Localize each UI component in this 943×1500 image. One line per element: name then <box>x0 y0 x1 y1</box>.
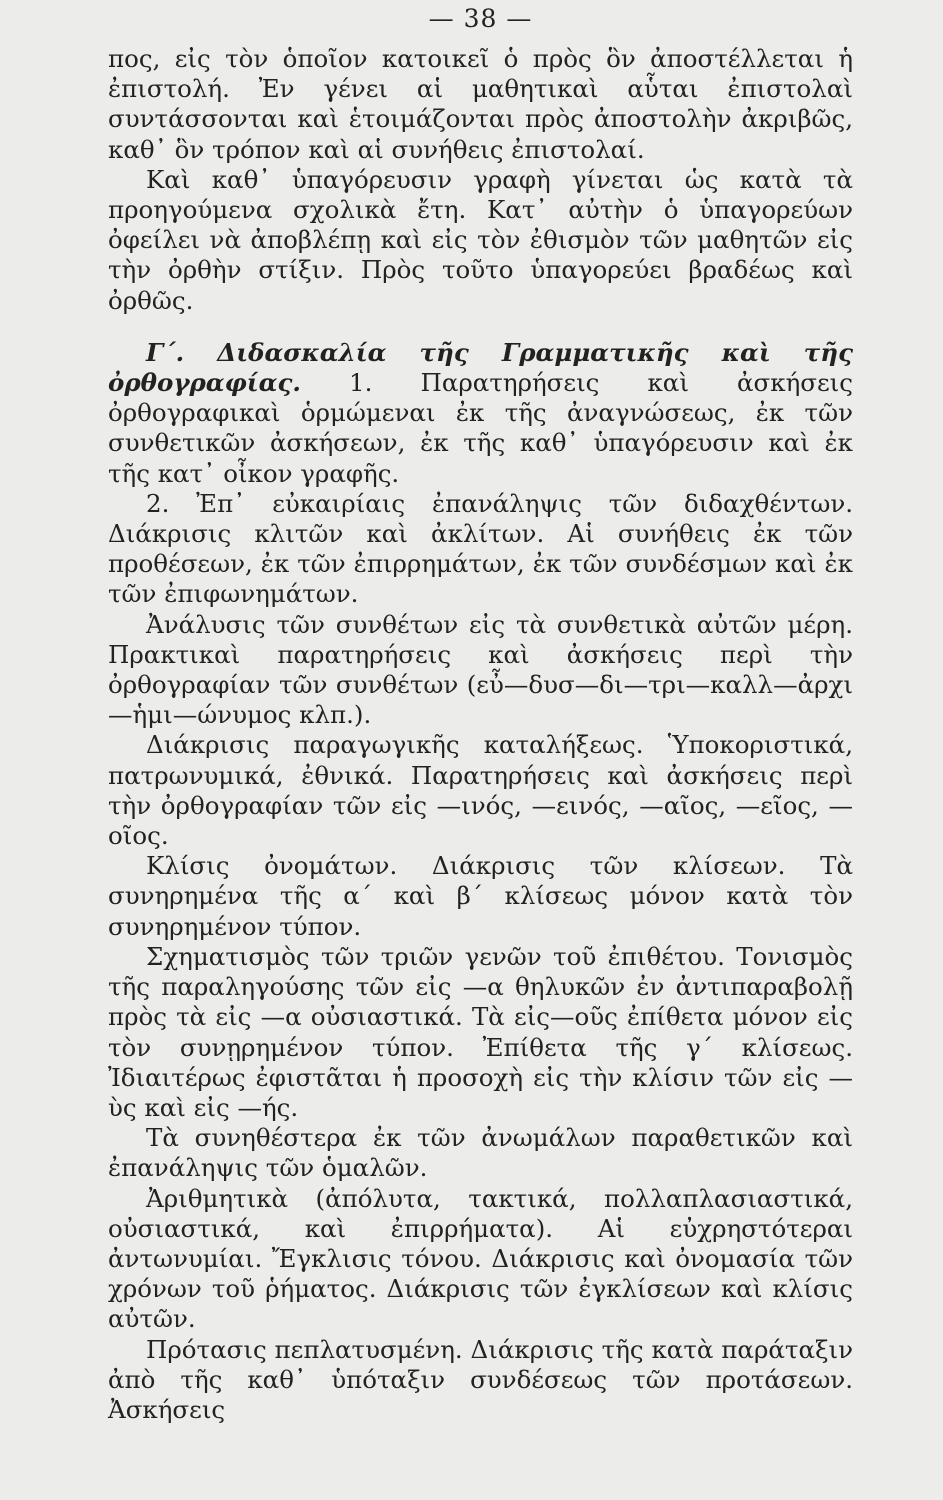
paragraph-4: 2. Ἐπ᾽ εὐκαιρίαις ἐπανάληψις τῶν διδαχθέντων. Διάκρισις κλιτῶν καὶ ἀκλίτων. Αἱ συνήθεις ἐκ τῶν προθέσεων, ἐκ τῶν ἐπιρρημάτων, ἐκ τῶν συνδέσμων καὶ ἐκ τῶν ἐπιφωνημάτων. <box>108 488 853 609</box>
paragraph-3 <box>108 338 853 489</box>
paragraph-3-text: 1. Παρατηρήσεις καὶ ἀσκήσεις ὀρθογραφικαὶ ὁρμώμεναι ἐκ τῆς ἀναγνώσεως, ἐκ τῶν συνθετικῶν ἀσκήσεων, ἐκ τῆς καθ᾽ ὑπαγόρευσιν καὶ ἐκ τῆς κατ᾽ οἶκον γραφῆς. <box>108 368 853 488</box>
paragraph-11: Πρότασις πεπλατυσμένη. Διάκρισις τῆς κατὰ παράταξιν ἀπὸ τῆς καθ᾽ ὑπόταξιν συνδέσεως τῶν προτάσεων. Ἀσκήσεις <box>108 1334 853 1424</box>
paragraph-8: Σχηματισμὸς τῶν τριῶν γενῶν τοῦ ἐπιθέτου. Τονισμὸς τῆς παραληγούσης τῶν εἰς —α θηλυκῶν ἐν ἀντιπαραβολῇ πρὸς τὰ εἰς —α οὐσιαστικά. Τὰ εἰς—οῦς ἐπίθετα μόνον εἰς τὸν συνῃρημένον τύπον. Ἐπίθετα τῆς γ΄ κλίσεως. Ἰδιαιτέρως ἐφιστᾶται ἡ προσοχὴ εἰς τὴν κλίσιν τῶν εἰς —ὺς καὶ εἰς —ής. <box>108 941 853 1122</box>
section-heading: Γ΄. Διδασκαλία τῆς Γραμματικῆς καὶ τῆς ὀρθογραφίας. <box>108 337 853 398</box>
paragraph-2: Καὶ καθ᾽ ὑπαγόρευσιν γραφὴ γίνεται ὡς κατὰ τὰ προηγούμενα σχολικὰ ἔτη. Κατ᾽ αὐτὴν ὁ ὑπαγορεύων ὀφείλει νὰ ἀποβλέπῃ καὶ εἰς τὸν ἐθισμὸν τῶν μαθητῶν εἰς τὴν ὀρθὴν στίξιν. Πρὸς τοῦτο ὑπαγορεύει βραδέως καὶ ὀρθῶς. <box>108 164 853 315</box>
paragraph-7: Κλίσις ὀνομάτων. Διάκρισις τῶν κλίσεων. Τὰ συνηρημένα τῆς α΄ καὶ β΄ κλίσεως μόνον κατὰ τὸν συνηρημένον τύπον. <box>108 851 853 941</box>
paragraph-9: Τὰ συνηθέστερα ἐκ τῶν ἀνωμάλων παραθετικῶν καὶ ἐπανάληψις τῶν ὁμαλῶν. <box>108 1123 853 1183</box>
paragraph-1: πος, εἰς τὸν ὁποῖον κατοικεῖ ὁ πρὸς ὃν ἀποστέλλεται ἡ ἐπιστολή. Ἐν γένει αἱ μαθητικαὶ αὗται ἐπιστολαὶ συντάσσονται καὶ ἑτοιμάζονται πρὸς ἀποστολὴν ἀκριβῶς, καθ᾽ ὃν τρόπον καὶ αἱ συνήθεις ἐπιστολαί. <box>108 44 853 164</box>
page-number: — 38 — <box>428 4 533 33</box>
paragraph-5: Ἀνάλυσις τῶν συνθέτων εἰς τὰ συνθετικὰ αὐτῶν μέρη. Πρακτικαὶ παρατηρήσεις καὶ ἀσκήσεις περὶ τὴν ὀρθογραφίαν τῶν συνθέτων (εὖ—δυσ—δι—τρι—καλλ—ἀρχι—ἡμι—ώνυμος κλπ.). <box>108 609 853 730</box>
paragraph-6: Διάκρισις παραγωγικῆς καταλήξεως. Ὑποκοριστικά, πατρωνυμικά, ἐθνικά. Παρατηρήσεις καὶ ἀσκήσεις περὶ τὴν ὀρθογραφίαν τῶν εἰς —ινός, —εινός, —αῖος, —εῖος, —οῖος. <box>108 730 853 851</box>
paragraph-10: Ἀριθμητικὰ (ἀπόλυτα, τακτικά, πολλαπλασιαστικά, οὐσιαστικά, καὶ ἐπιρρήματα). Αἱ εὐχρηστότεραι ἀντωνυμίαι. Ἔγκλισις τόνου. Διάκρισις καὶ ὀνομασία τῶν χρόνων τοῦ ῥήματος. Διάκρισις τῶν ἐγκλίσεων καὶ κλίσις αὐτῶν. <box>108 1183 853 1334</box>
page-body <box>108 44 853 1425</box>
